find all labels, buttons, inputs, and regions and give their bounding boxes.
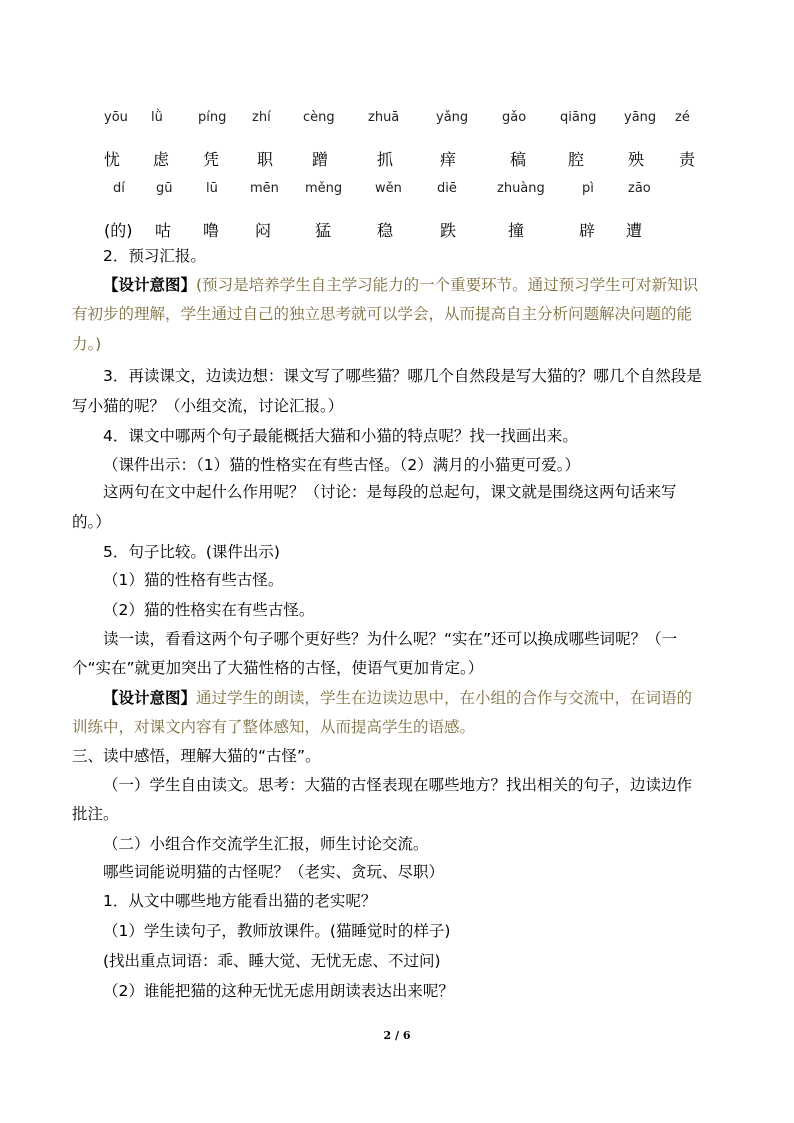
- text-line: 力。): [72, 335, 102, 353]
- hanzi: 撞: [508, 221, 525, 240]
- design-intent-tag: 【设计意图】: [103, 689, 197, 707]
- pinyin: zhuā: [368, 110, 400, 125]
- text-line: [103, 275, 698, 295]
- hanzi: 殃: [628, 150, 645, 169]
- text-line: 2．预习汇报。: [103, 247, 206, 265]
- pinyin: gū: [156, 181, 173, 196]
- design-intent-tag: 【设计意图】: [103, 276, 197, 294]
- text-line: 读一读，看看这两个句子哪个更好些？为什么呢？“实在”还可以换成哪些词呢？（一: [103, 630, 678, 648]
- text-line: 训练中，对课文内容有了整体感知，从而提高学生的语感。: [72, 718, 476, 736]
- text-line: 5．句子比较。(课件出示): [103, 543, 280, 561]
- text-line: 哪些词能说明猫的古怪呢？（老实、贪玩、尽职）: [103, 863, 445, 881]
- pinyin: mēn: [250, 181, 279, 196]
- text-line: 批注。: [72, 805, 119, 823]
- text-line: （2）谁能把猫的这种无忧无虑用朗读表达出来呢？: [103, 982, 454, 1000]
- pinyin: zhí: [252, 110, 271, 125]
- hanzi: 猛: [315, 221, 332, 240]
- pinyin: lǜ: [151, 110, 163, 125]
- hanzi: 辟: [579, 221, 596, 240]
- pinyin: zhuàng: [497, 181, 545, 196]
- hanzi: 蹭: [312, 150, 329, 169]
- hanzi: 职: [257, 150, 274, 169]
- section-heading: 三、读中感悟，理解大猫的“古怪”。: [72, 747, 321, 765]
- text-line: （1）学生读句子，教师放课件。(猫睡觉时的样子): [103, 922, 451, 940]
- hanzi: 稳: [377, 221, 394, 240]
- pinyin: píng: [198, 110, 227, 125]
- text-line: （二）小组合作交流学生汇报，师生讨论交流。: [103, 835, 429, 853]
- text-line: 3．再读课文，边读边想：课文写了哪些猫？哪几个自然段是写大猫的？哪几个自然段是: [103, 367, 702, 385]
- pinyin: gǎo: [502, 110, 527, 125]
- text-line: (找出重点词语：乖、睡大觉、无忧无虑、不过问): [103, 952, 441, 970]
- design-intent-text: (预习是培养学生自主学习能力的一个重要环节。通过预习学生可对新知识: [196, 276, 699, 294]
- page-number: 2 / 6: [383, 1029, 411, 1042]
- pinyin: měng: [305, 181, 343, 196]
- hanzi: 忧: [104, 150, 121, 169]
- text-line: 4．课文中哪两个句子最能概括大猫和小猫的特点呢？找一找画出来。: [103, 427, 578, 445]
- hanzi: 咕: [155, 221, 172, 240]
- pinyin: zé: [675, 110, 690, 125]
- pinyin: pì: [582, 181, 594, 196]
- hanzi: 噜: [203, 221, 220, 240]
- text-line: 1．从文中哪些地方能看出猫的老实呢？: [103, 892, 377, 910]
- pinyin: zāo: [628, 181, 651, 196]
- hanzi: 凭: [203, 150, 220, 169]
- text-line: （课件出示：（1）猫的性格实在有些古怪。（2）满月的小猫更可爱。）: [103, 456, 580, 474]
- text-line: 个“实在”就更加突出了大猫性格的古怪，使语气更加肯定。）: [72, 659, 484, 677]
- hanzi: 遭: [626, 221, 643, 240]
- text-line: 写小猫的呢？（小组交流，讨论汇报。）: [72, 397, 344, 415]
- hanzi: 稿: [510, 150, 527, 169]
- hanzi: 责: [679, 150, 696, 169]
- pinyin: lū: [206, 181, 218, 196]
- hanzi: (的): [104, 221, 133, 240]
- pinyin: yōu: [104, 110, 128, 125]
- text-line: [103, 688, 692, 708]
- text-line: （一）学生自由读文。思考：大猫的古怪表现在哪些地方？找出相关的句子，边读边作: [103, 776, 693, 794]
- pinyin: yāng: [624, 110, 657, 125]
- text-line: （1）猫的性格有些古怪。: [103, 571, 284, 589]
- hanzi: 腔: [568, 150, 585, 169]
- text-line: （2）猫的性格实在有些古怪。: [103, 601, 315, 619]
- hanzi: 抓: [377, 150, 394, 169]
- pinyin: wěn: [375, 181, 402, 196]
- pinyin: qiāng: [560, 110, 597, 125]
- pinyin: yǎng: [436, 110, 469, 125]
- hanzi: 跌: [440, 221, 457, 240]
- design-intent-text: 通过学生的朗读，学生在边读边思中，在小组的合作与交流中，在词语的: [196, 689, 693, 707]
- pinyin: dí: [113, 181, 125, 196]
- text-line: 有初步的理解，学生通过自己的独立思考就可以学会，从而提高自主分析问题解决问题的能: [72, 305, 693, 323]
- hanzi: 虑: [153, 150, 170, 169]
- text-line: 的。）: [72, 513, 111, 531]
- text-line: 这两句在文中起什么作用呢？（讨论：是每段的总起句，课文就是围绕这两句话来写: [103, 483, 677, 501]
- hanzi: 闷: [255, 221, 272, 240]
- pinyin: cèng: [303, 110, 335, 125]
- pinyin: diē: [437, 181, 457, 196]
- hanzi: 痒: [440, 150, 457, 169]
